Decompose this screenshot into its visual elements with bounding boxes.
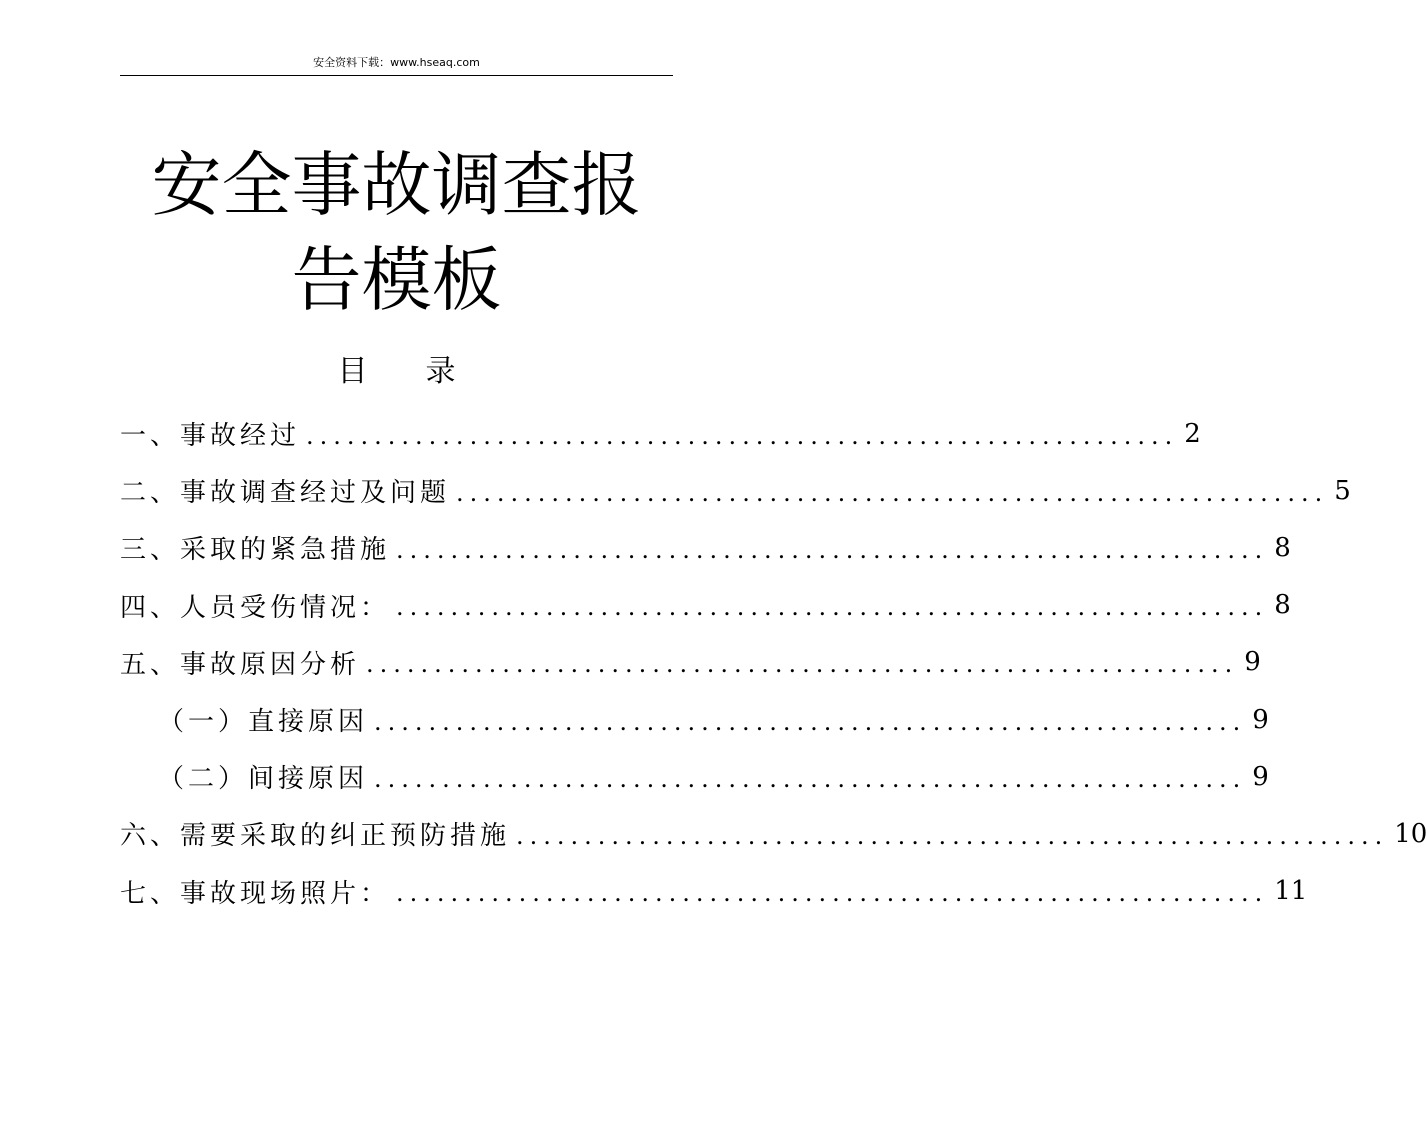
toc-entry-page: 10 [1394,818,1427,849]
page-header: 安全资料下载：www.hseaq.com [313,56,480,69]
toc-subentry[interactable] [120,748,1269,805]
toc-entry-label: 四、人员受伤情况： [120,592,391,623]
toc-entry-label: （二）间接原因 [158,764,369,795]
document-title-line-2: 告模板 [291,239,502,321]
toc-entry-page: 9 [1244,647,1261,678]
toc-entry-page: 8 [1274,590,1291,621]
toc-entry-page: 9 [1252,761,1269,792]
toc-entry-label: 七、事故现场照片： [120,878,391,909]
toc-entry-label: 五、事故原因分析 [120,649,361,680]
toc-entry[interactable] [120,462,1351,519]
toc-dot-leader: ................................................................ [396,879,1269,908]
header-rule [120,75,673,76]
toc-entry-page: 8 [1274,532,1291,563]
toc-entry-label: 一、事故经过 [120,421,301,452]
toc-dot-leader: ................................................................ [366,650,1239,679]
toc-entry[interactable] [120,577,1291,634]
toc-entry[interactable] [120,805,1427,862]
toc-entry-label: 六、需要采取的纠正预防措施 [120,821,511,852]
toc-dot-leader: ................................................................ [456,478,1329,507]
toc-entry-label: （一）直接原因 [158,707,369,738]
toc-dot-leader: ................................................................ [374,707,1247,736]
document-title-line-1: 安全事故调查报 [151,144,642,226]
toc-entry-page: 2 [1184,418,1201,449]
toc-subentry[interactable] [120,691,1269,748]
toc-entry[interactable] [120,863,1308,920]
toc-dot-leader: ................................................................ [396,535,1269,564]
toc-entry[interactable] [120,405,1201,462]
toc-heading: 目录 [337,354,514,389]
toc-entry-page: 9 [1252,704,1269,735]
toc-dot-leader: ................................................................ [516,821,1389,850]
toc-entry-label: 三、采取的紧急措施 [120,535,391,566]
toc-entry[interactable] [120,634,1261,691]
toc-entry-label: 二、事故调查经过及问题 [120,478,451,509]
toc-dot-leader: ................................................................ [396,593,1269,622]
toc-entry-page: 11 [1274,876,1308,907]
table-of-contents [120,405,1427,920]
toc-entry[interactable] [120,519,1291,576]
toc-dot-leader: ................................................................ [306,421,1179,450]
toc-entry-page: 5 [1334,475,1351,506]
toc-dot-leader: ................................................................ [374,764,1247,793]
